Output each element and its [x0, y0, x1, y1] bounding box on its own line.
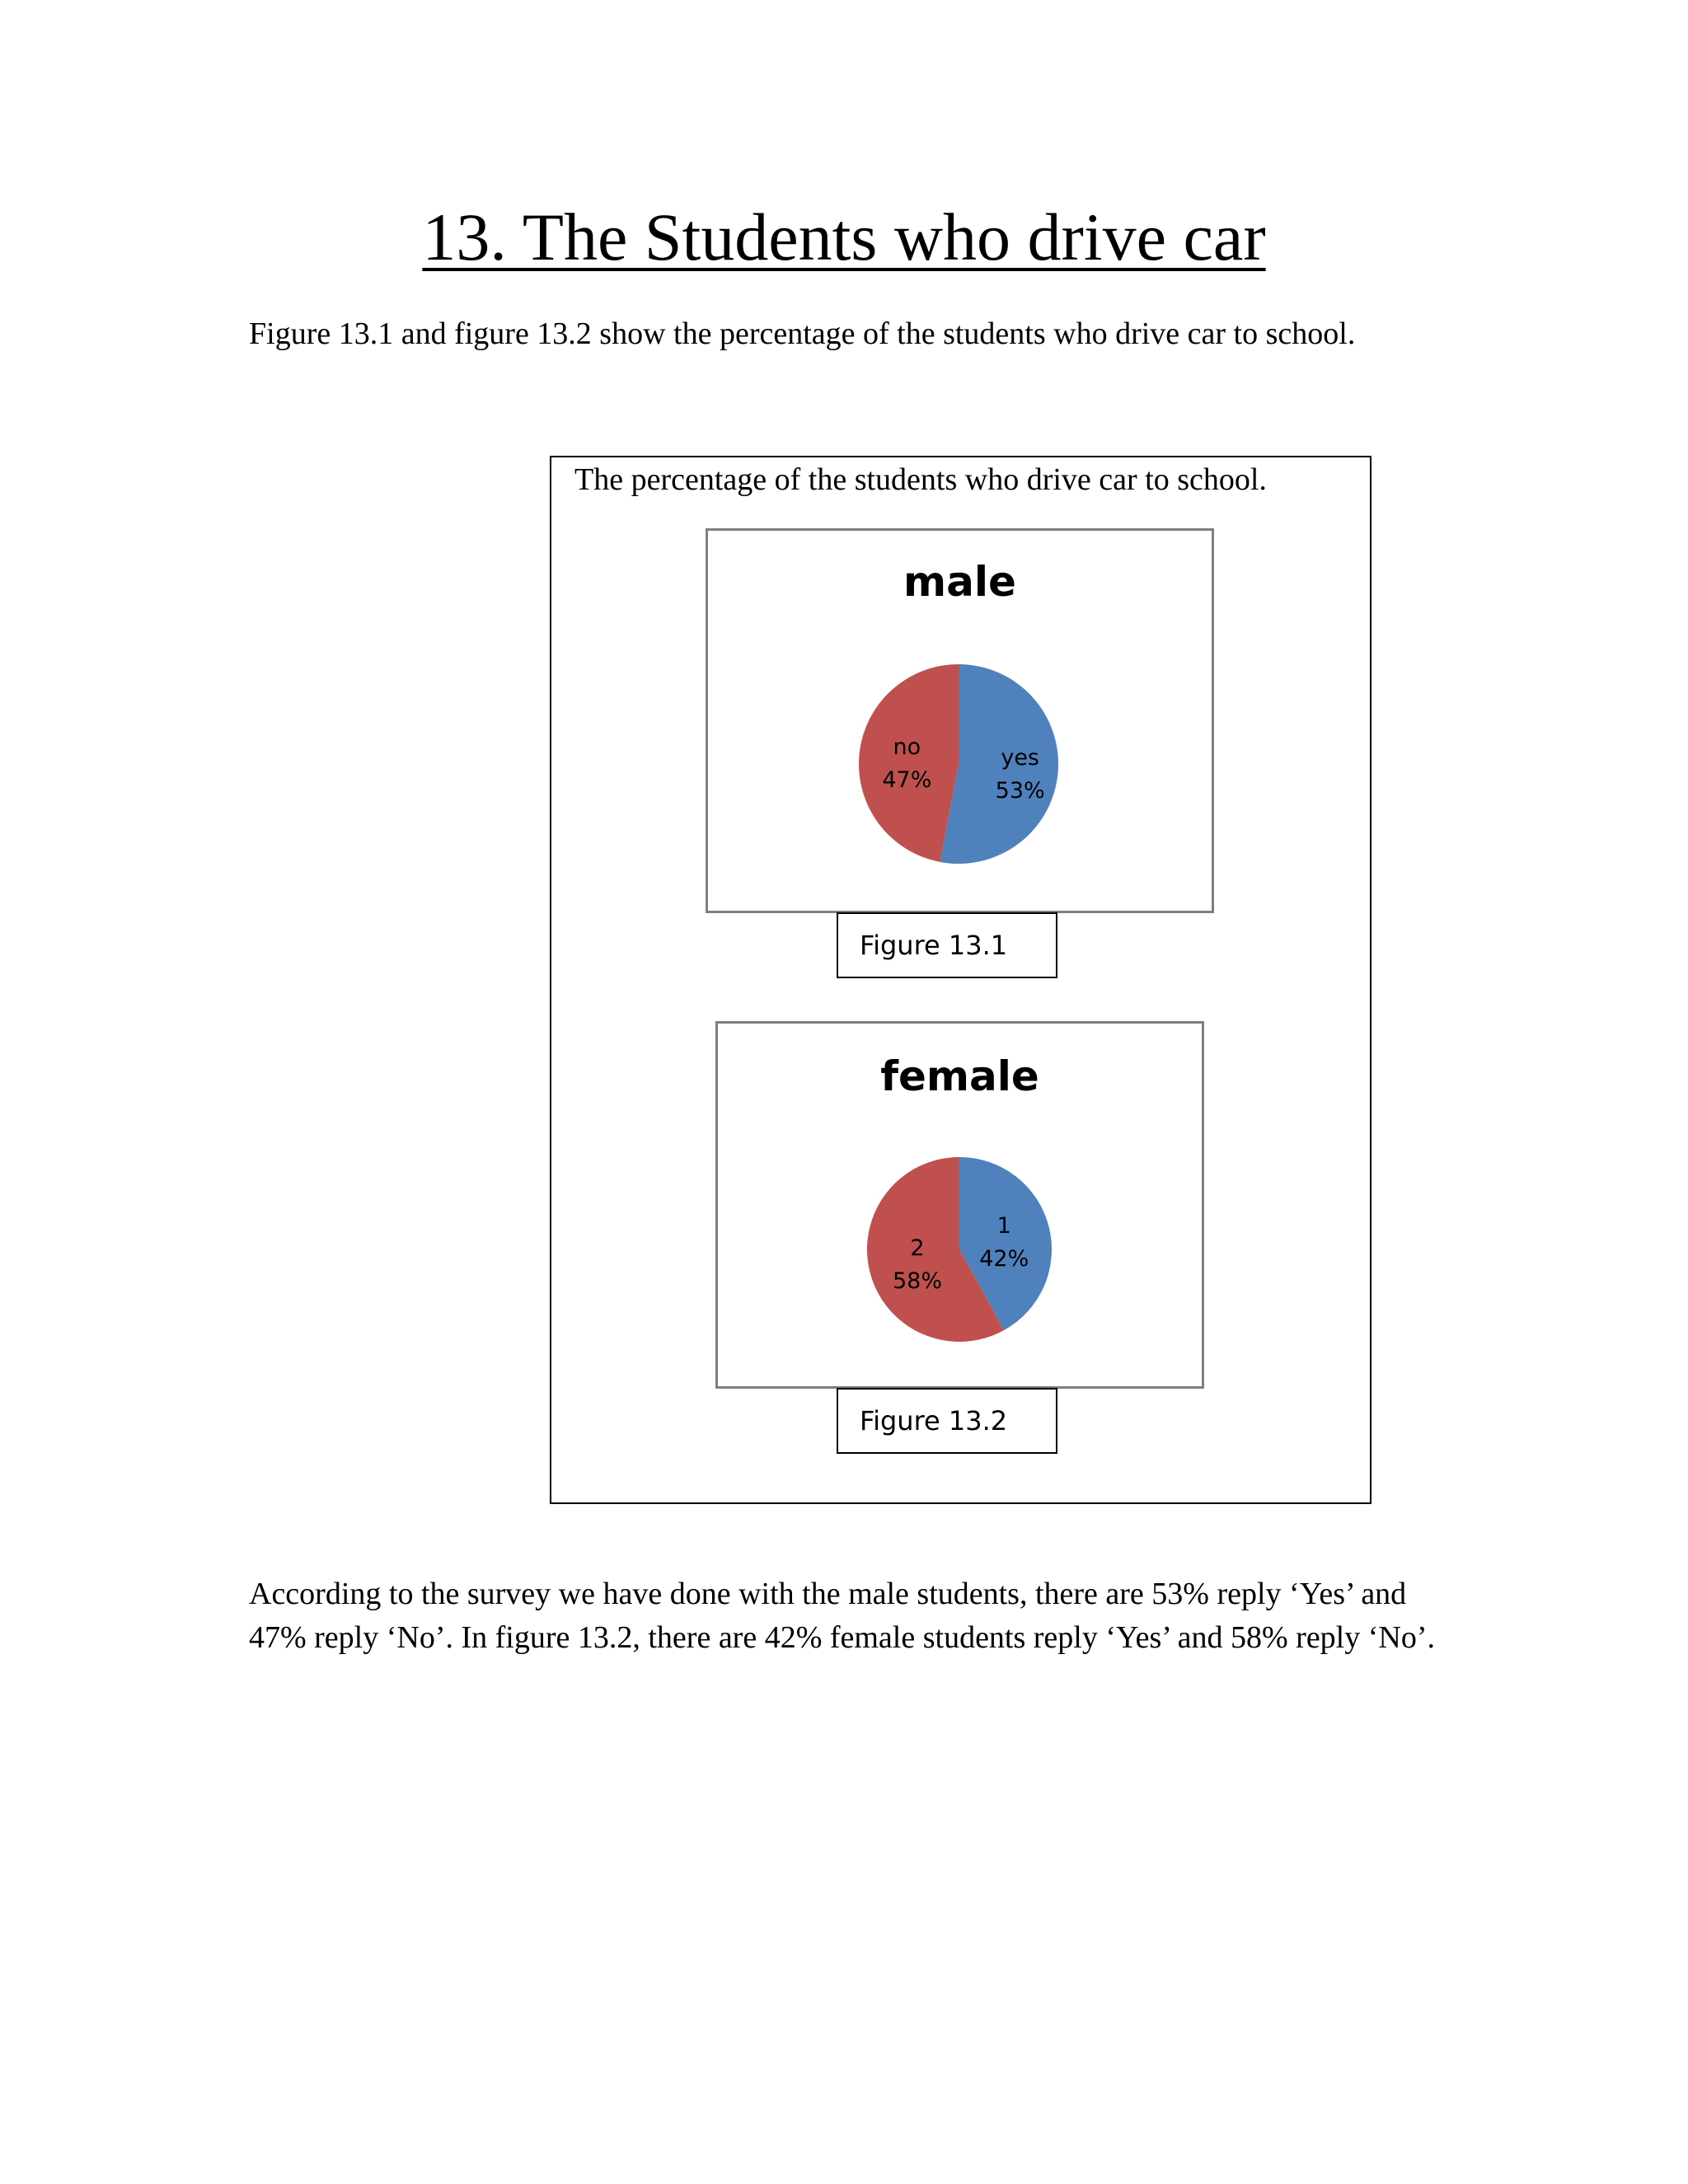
male-pie-chart	[706, 528, 1214, 913]
female-chart-title: female	[880, 1052, 1039, 1100]
male-slice-value-no: 47%	[882, 767, 932, 794]
page-title-text: 13. The Students who drive car	[422, 199, 1266, 274]
figure-13-1-label: Figure 13.1	[837, 912, 1057, 978]
male-slice-label-yes: yes	[1001, 745, 1040, 771]
figure-13-2-label: Figure 13.2	[837, 1388, 1057, 1454]
intro-paragraph: Figure 13.1 and figure 13.2 show the percentage of the students who drive car to school.	[249, 316, 1356, 351]
female-pie-chart	[715, 1021, 1204, 1389]
figure-frame-caption: The percentage of the students who drive car to school.	[574, 462, 1267, 497]
female-chart-box	[715, 1021, 1204, 1389]
male-pie-slice-no	[859, 664, 959, 862]
male-chart-title: male	[903, 558, 1016, 606]
female-slice-value-2: 58%	[893, 1268, 943, 1295]
male-slice-label-no: no	[893, 734, 921, 761]
male-chart-box	[706, 528, 1214, 913]
female-slice-label-1: 1	[996, 1213, 1011, 1240]
page-title	[0, 196, 1688, 279]
conclusion-paragraph: According to the survey we have done with the male students, there are 53% reply ‘Yes’ and 47% reply ‘No’. In figure 13.2, there are 42% female students reply ‘Yes’ and 58% reply ‘No’.	[249, 1577, 1435, 1655]
female-slice-value-1: 42%	[979, 1246, 1029, 1272]
male-slice-value-yes: 53%	[995, 778, 1045, 804]
female-slice-label-2: 2	[910, 1235, 925, 1262]
